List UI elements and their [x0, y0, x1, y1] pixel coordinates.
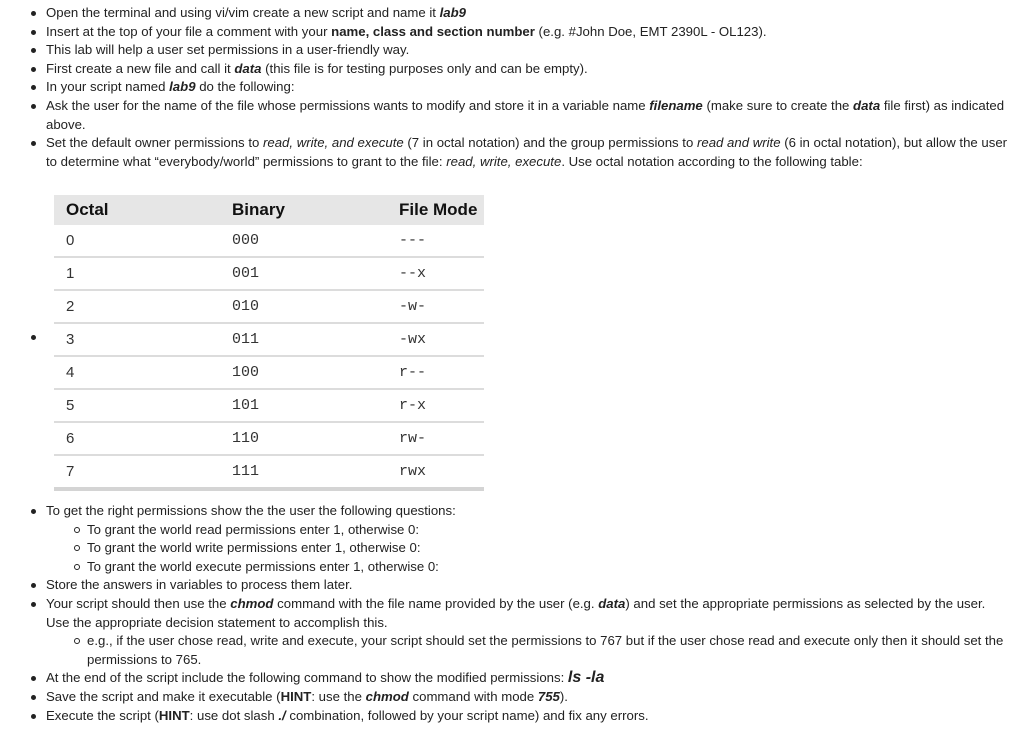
list-item: Store the answers in variables to process them later. [0, 576, 1010, 595]
list-item: Execute the script (HINT: use dot slash ./ combination, followed by your script name) and fix any errors. [0, 707, 1010, 726]
example-sublist [46, 632, 1010, 669]
binary-cell: 101 [207, 389, 361, 422]
table-row [54, 290, 484, 323]
sublist-item: To grant the world read permissions enter 1, otherwise 0: [46, 521, 1010, 540]
permissions-table [54, 195, 484, 491]
table-row [54, 422, 484, 455]
octal-cell: 5 [54, 389, 207, 422]
file-mode-cell: --x [361, 257, 484, 290]
column-header-binary: Binary [207, 195, 361, 225]
octal-cell: 1 [54, 257, 207, 290]
octal-cell: 2 [54, 290, 207, 323]
list-item: At the end of the script include the following command to show the modified permissions: ls -la [0, 669, 1010, 688]
file-mode-cell: r-- [361, 356, 484, 389]
table-row [54, 455, 484, 489]
table-row [54, 225, 484, 257]
table-row [54, 323, 484, 356]
octal-cell: 4 [54, 356, 207, 389]
list-item: Set the default owner permissions to read, write, and execute (7 in octal notation) and the group permissions to read and write (6 in octal notation), but allow the user to determine what “everybody/world” permissions to grant to the file: read, write, execute. Use octal notation according to the following table: [0, 134, 1010, 171]
file-mode-cell: --- [361, 225, 484, 257]
octal-cell: 7 [54, 455, 207, 489]
sublist-item: e.g., if the user chose read, write and execute, your script should set the permissions to 767 but if the user chose read and execute only then it should set the permissions to 765. [46, 632, 1010, 669]
octal-cell: 6 [54, 422, 207, 455]
file-mode-cell: r-x [361, 389, 484, 422]
file-mode-cell: rw- [361, 422, 484, 455]
file-mode-cell: -wx [361, 323, 484, 356]
binary-cell: 000 [207, 225, 361, 257]
list-item: Your script should then use the chmod command with the file name provided by the user (e.g. data) and set the appropriate permissions as selected by the user. Use the appropriate decision statement to accomplish this. e.g., if the user chose read, write and execute, your script should set the permissions to 767 but if the user chose read and execute only then it should set the permissions to 765. [0, 595, 1010, 669]
octal-cell: 3 [54, 323, 207, 356]
table-header-row [54, 195, 484, 225]
list-item: Open the terminal and using vi/vim create a new script and name it lab9 [0, 4, 1010, 23]
column-header-file-mode: File Mode [361, 195, 484, 225]
instruction-list-bottom [0, 502, 1010, 725]
sublist-item: To grant the world write permissions enter 1, otherwise 0: [46, 539, 1010, 558]
binary-cell: 110 [207, 422, 361, 455]
list-item: Save the script and make it executable (HINT: use the chmod command with mode 755). [0, 688, 1010, 707]
permissions-table-wrapper [54, 195, 484, 491]
question-sublist [46, 521, 1010, 577]
column-header-octal: Octal [54, 195, 207, 225]
list-item: This lab will help a user set permissions in a user-friendly way. [0, 41, 1010, 60]
binary-cell: 011 [207, 323, 361, 356]
binary-cell: 100 [207, 356, 361, 389]
file-mode-cell: -w- [361, 290, 484, 323]
binary-cell: 010 [207, 290, 361, 323]
octal-cell: 0 [54, 225, 207, 257]
table-row [54, 257, 484, 290]
list-item: Insert at the top of your file a comment with your name, class and section number (e.g. #John Doe, EMT 2390L - OL123). [0, 23, 1010, 42]
list-item: To get the right permissions show the the user the following questions: To grant the world read permissions enter 1, otherwise 0: To grant the world write permissions enter 1, otherwise 0: To grant the world execute permissions enter 1, otherwise 0: [0, 502, 1010, 576]
table-row [54, 356, 484, 389]
table-bullet [31, 335, 36, 340]
command-text: ls -la [567, 669, 605, 687]
instruction-list-top [0, 4, 1010, 171]
list-item: In your script named lab9 do the following: [0, 78, 1010, 97]
list-item: First create a new file and call it data (this file is for testing purposes only and can be empty). [0, 60, 1010, 79]
file-mode-cell: rwx [361, 455, 484, 489]
binary-cell: 001 [207, 257, 361, 290]
instruction-list-bottom-wrapper [0, 502, 1010, 725]
list-item: Ask the user for the name of the file whose permissions wants to modify and store it in a variable name filename (make sure to create the data file first) as indicated above. [0, 97, 1010, 134]
table-row [54, 389, 484, 422]
binary-cell: 111 [207, 455, 361, 489]
sublist-item: To grant the world execute permissions enter 1, otherwise 0: [46, 558, 1010, 577]
